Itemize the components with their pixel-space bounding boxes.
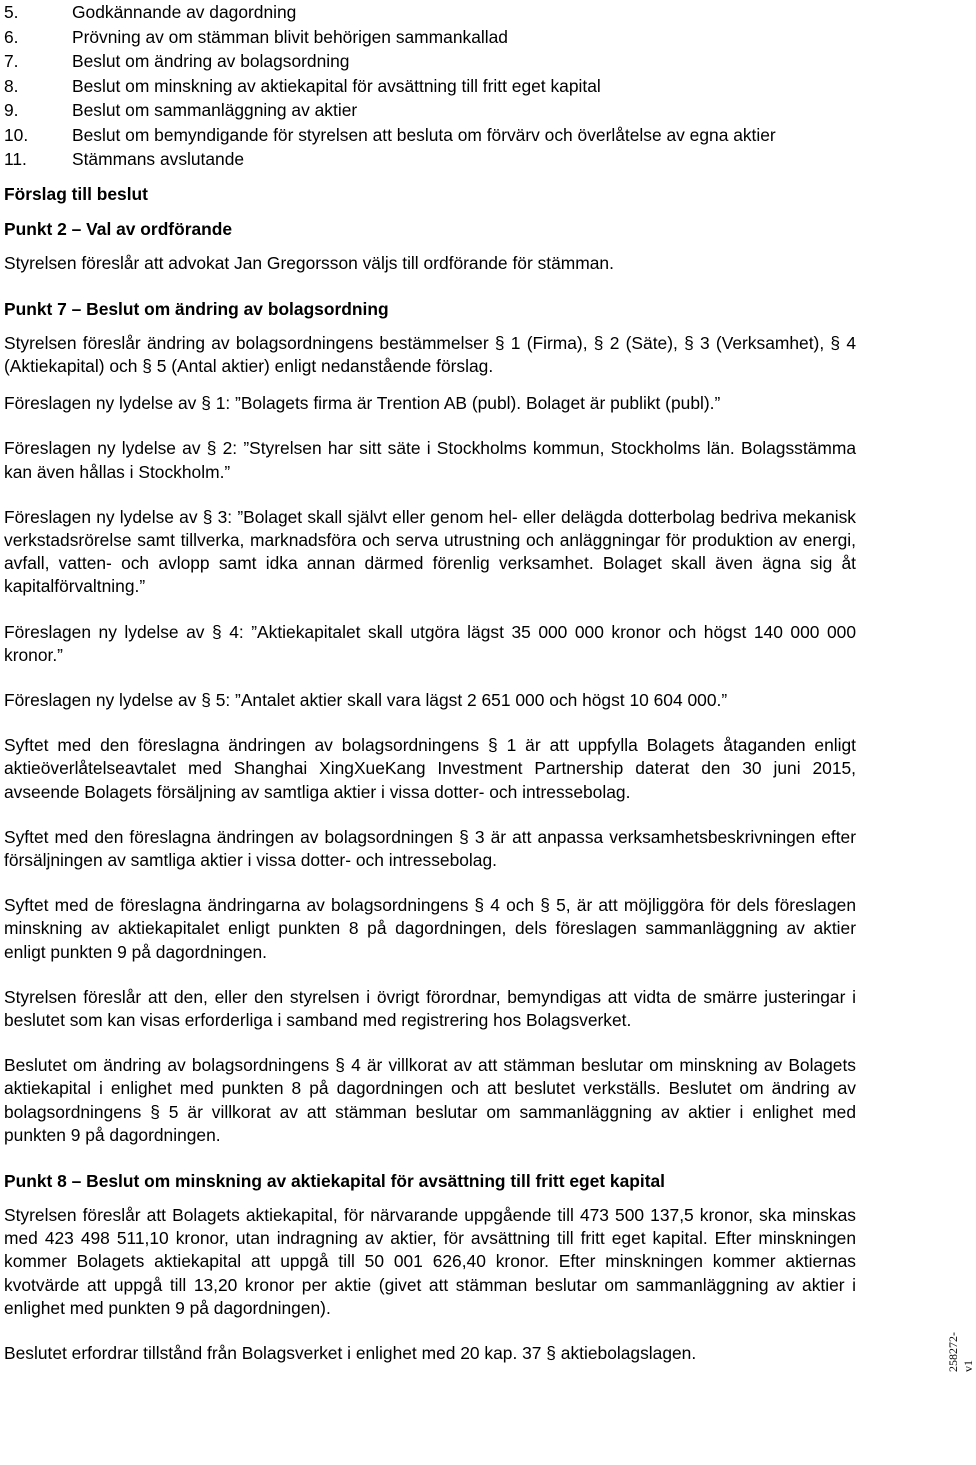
punkt7-heading: Punkt 7 – Beslut om ändring av bolagsordning xyxy=(4,298,389,319)
agenda-item-number: 5. xyxy=(4,2,19,22)
punkt7-paragraph: Föreslagen ny lydelse av § 3: ”Bolaget skall självt eller genom hel- eller delägda dotterbolag bedriva mekanisk verkstadsrörelse samt tillverka, marknadsföra och serva utrustning och anläggningar för produktion av energi, avfall, vatten- och avlopp samt idka annan därmed förenlig verksamhet. Bolaget skall även ägna sig åt kapitalförvaltning.” xyxy=(4,506,856,597)
punkt7-paragraph: Föreslagen ny lydelse av § 4: ”Aktiekapitalet skall utgöra lägst 35 000 000 kronor och högst 140 000 000 kronor.” xyxy=(4,621,856,665)
punkt7-paragraph: Beslutet om ändring av bolagsordningens § 4 är villkorat av att stämman beslutar om minskning av Bolagets aktiekapital i enlighet med punkten 8 på dagordningen och att beslutet verkställs. Beslutet om ändring av bolagsordningens § 5 är villkorat av att stämman beslutar om sammanläggning av aktier i enlighet med punkten 9 på dagordningen. xyxy=(4,1055,856,1145)
agenda-item-text: Beslut om sammanläggning av aktier xyxy=(72,100,358,120)
punkt7-paragraph: Föreslagen ny lydelse av § 2: ”Styrelsen har sitt säte i Stockholms kommun, Stockholms län. Bolagsstämma kan även hållas i Stockholm.” xyxy=(4,438,856,482)
agenda-item-text: Stämmans avslutande xyxy=(72,149,245,169)
agenda-list xyxy=(4,0,856,172)
punkt8-heading: Punkt 8 – Beslut om minskning av aktiekapital för avsättning till fritt eget kapital xyxy=(4,1170,665,1191)
agenda-item xyxy=(4,49,856,74)
punkt7-paragraph: Styrelsen föreslår ändring av bolagsordningens bestämmelser § 1 (Firma), § 2 (Säte), § 3 (Verksamhet), § 4 (Aktiekapital) och § 5 (Antal aktier) enligt nedanstående förslag. xyxy=(4,332,856,376)
punkt2-heading: Punkt 2 – Val av ordförande xyxy=(4,218,233,239)
agenda-item xyxy=(4,0,856,25)
agenda-item-number: 8. xyxy=(4,75,19,96)
agenda-item xyxy=(4,25,856,50)
punkt7-paragraph: Föreslagen ny lydelse av § 1: ”Bolagets firma är Trention AB (publ). Bolaget är publikt (publ).” xyxy=(4,393,721,414)
agenda-item xyxy=(4,147,856,172)
agenda-item-text: Prövning av om stämman blivit behörigen sammankallad xyxy=(72,26,508,47)
punkt7-paragraph: Styrelsen föreslår att den, eller den styrelsen i övrigt förordnar, bemyndigas att vidta de smärre justeringar i beslutet som kan visas erforderliga i samband med registrering hos Bolagsverket. xyxy=(4,986,856,1030)
section-heading: Förslag till beslut xyxy=(4,183,148,204)
punkt2-text: Styrelsen föreslår att advokat Jan Gregorsson väljs till ordförande för stämman. xyxy=(4,252,614,273)
agenda-item xyxy=(4,98,856,123)
agenda-item-text: Beslut om ändring av bolagsordning xyxy=(72,51,350,71)
agenda-item xyxy=(4,123,856,148)
agenda-item-text: Beslut om minskning av aktiekapital för avsättning till fritt eget kapital xyxy=(72,75,601,96)
document-page xyxy=(4,0,856,1365)
agenda-item-number: 7. xyxy=(4,51,19,71)
document-id: 258272-v1 xyxy=(946,1332,975,1372)
punkt7-paragraph: Syftet med den föreslagna ändringen av bolagsordningens § 1 är att uppfylla Bolagets åtaganden enligt aktieöverlåtelseavtalet med Shanghai XingXueKang Investment Partnership daterat den 30 juni 2015, avseende Bolagets försäljning av samtliga aktier i vissa dotter- och intressebolag. xyxy=(4,735,856,802)
agenda-item xyxy=(4,74,856,99)
agenda-item-number: 10. xyxy=(4,124,29,145)
agenda-item-text: Beslut om bemyndigande för styrelsen att besluta om förvärv och överlåtelse av egna aktier xyxy=(72,124,776,145)
punkt7-paragraph: Syftet med de föreslagna ändringarna av bolagsordningens § 4 och § 5, är att möjliggöra för dels föreslagen minskning av aktiekapitalet enligt punkten 8 på dagordningen, dels föreslagen sammanläggning av aktier enligt punkten 9 på dagordningen. xyxy=(4,895,856,962)
agenda-item-number: 11. xyxy=(4,149,27,169)
punkt7-paragraph: Föreslagen ny lydelse av § 5: ”Antalet aktier skall vara lägst 2 651 000 och högst 10 604 000.” xyxy=(4,689,728,710)
punkt8-paragraph: Beslutet erfordrar tillstånd från Bolagsverket i enlighet med 20 kap. 37 § aktiebolagslagen. xyxy=(4,1343,697,1363)
punkt8-paragraph: Styrelsen föreslår att Bolagets aktiekapital, för närvarande uppgående till 473 500 137,5 kronor, ska minskas med 423 498 511,10 kronor, utan indragning av aktier, för avsättning till fritt eget kapital. Efter minskningen kommer Bolagets aktiekapital att uppgå till 50 001 626,40 kronor. Efter minskningen kommer aktiernas kvotvärde att uppgå till 13,20 kronor per aktie (givet att stämman beslutar om sammanläggning av aktier i enlighet med punkten 9 på dagordningen). xyxy=(4,1204,856,1318)
agenda-item-text: Godkännande av dagordning xyxy=(72,2,297,22)
agenda-item-number: 6. xyxy=(4,26,19,47)
agenda-item-number: 9. xyxy=(4,100,19,120)
punkt7-paragraph: Syftet med den föreslagna ändringen av bolagsordningen § 3 är att anpassa verksamhetsbeskrivningen efter försäljningen av samtliga aktier i vissa dotter- och intressebolag. xyxy=(4,826,856,870)
